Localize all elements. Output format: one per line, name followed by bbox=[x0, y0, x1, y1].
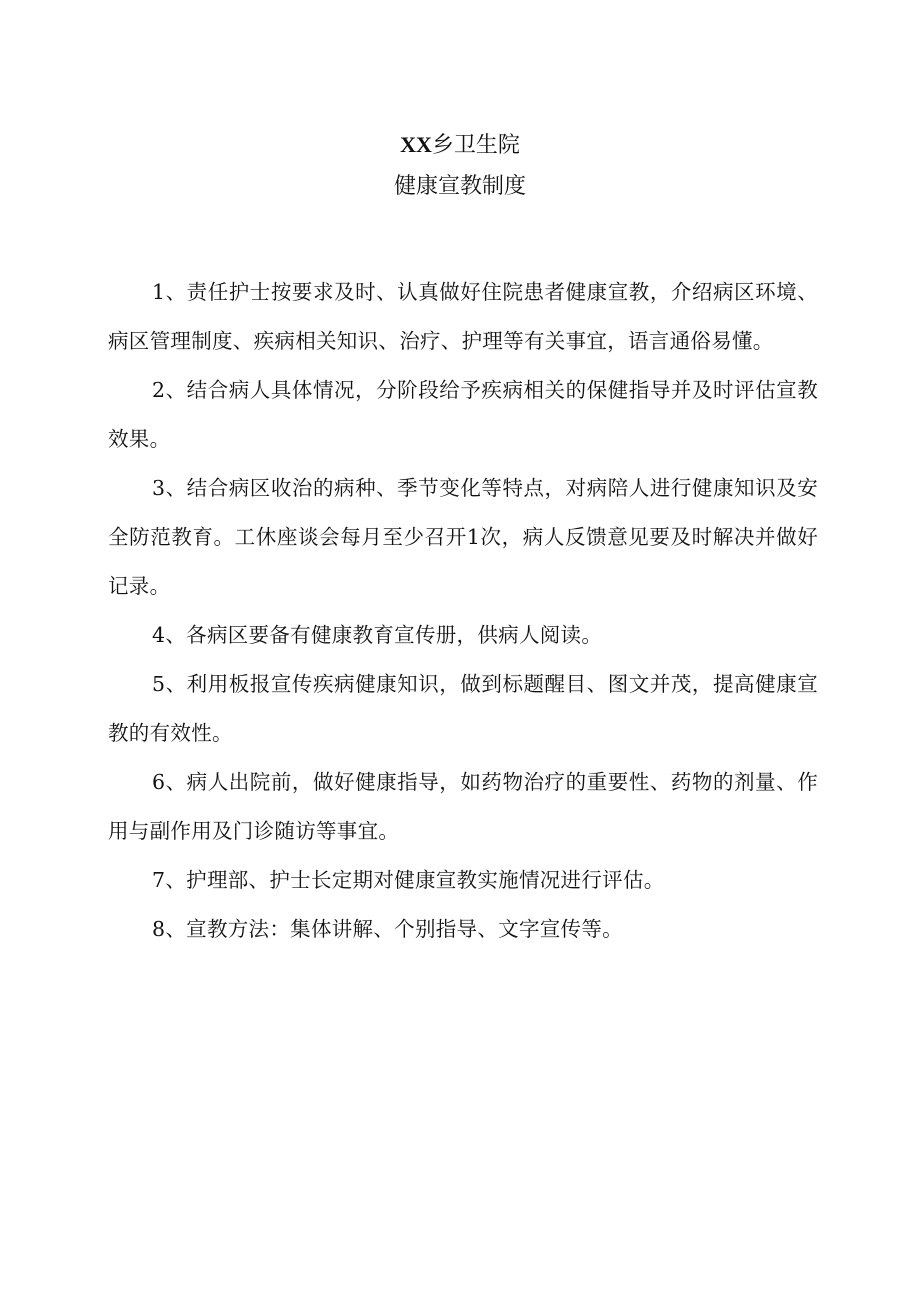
paragraph-2: 2、结合病人具体情况，分阶段给予疾病相关的保健指导并及时评估宣教效果。 bbox=[108, 378, 818, 451]
paragraph-5: 5、利用板报宣传疾病健康知识，做到标题醒目、图文并茂，提高健康宣教的有效性。 bbox=[108, 672, 818, 745]
document-subtitle: 健康宣教制度 bbox=[393, 174, 526, 199]
document-title bbox=[0, 124, 920, 166]
paragraph-7: 7、护理部、护士长定期对健康宣教实施情况进行评估。 bbox=[152, 868, 665, 892]
paragraph-1: 1、责任护士按要求及时、认真做好住院患者健康宣教，介绍病区环境、病区管理制度、疾病相关知识、治疗、护理等有关事宜，语言通俗易懂。 bbox=[108, 280, 818, 353]
paragraph-4: 4、各病区要备有健康教育宣传册，供病人阅读。 bbox=[152, 623, 603, 647]
title-prefix: XX bbox=[400, 132, 432, 157]
document-body bbox=[108, 268, 818, 954]
paragraph-3: 3、结合病区收治的病种、季节变化等特点，对病陪人进行健康知识及安全防范教育。工休座谈会每月至少召开1次，病人反馈意见要及时解决并做好记录。 bbox=[108, 476, 818, 598]
title-block bbox=[0, 124, 920, 208]
paragraph-6: 6、病人出院前，做好健康指导，如药物治疗的重要性、药物的剂量、作用与副作用及门诊随访等事宜。 bbox=[108, 770, 818, 843]
title-rest: 乡卫生院 bbox=[431, 133, 520, 158]
paragraph-8: 8、宣教方法：集体讲解、个别指导、文字宣传等。 bbox=[152, 917, 623, 941]
